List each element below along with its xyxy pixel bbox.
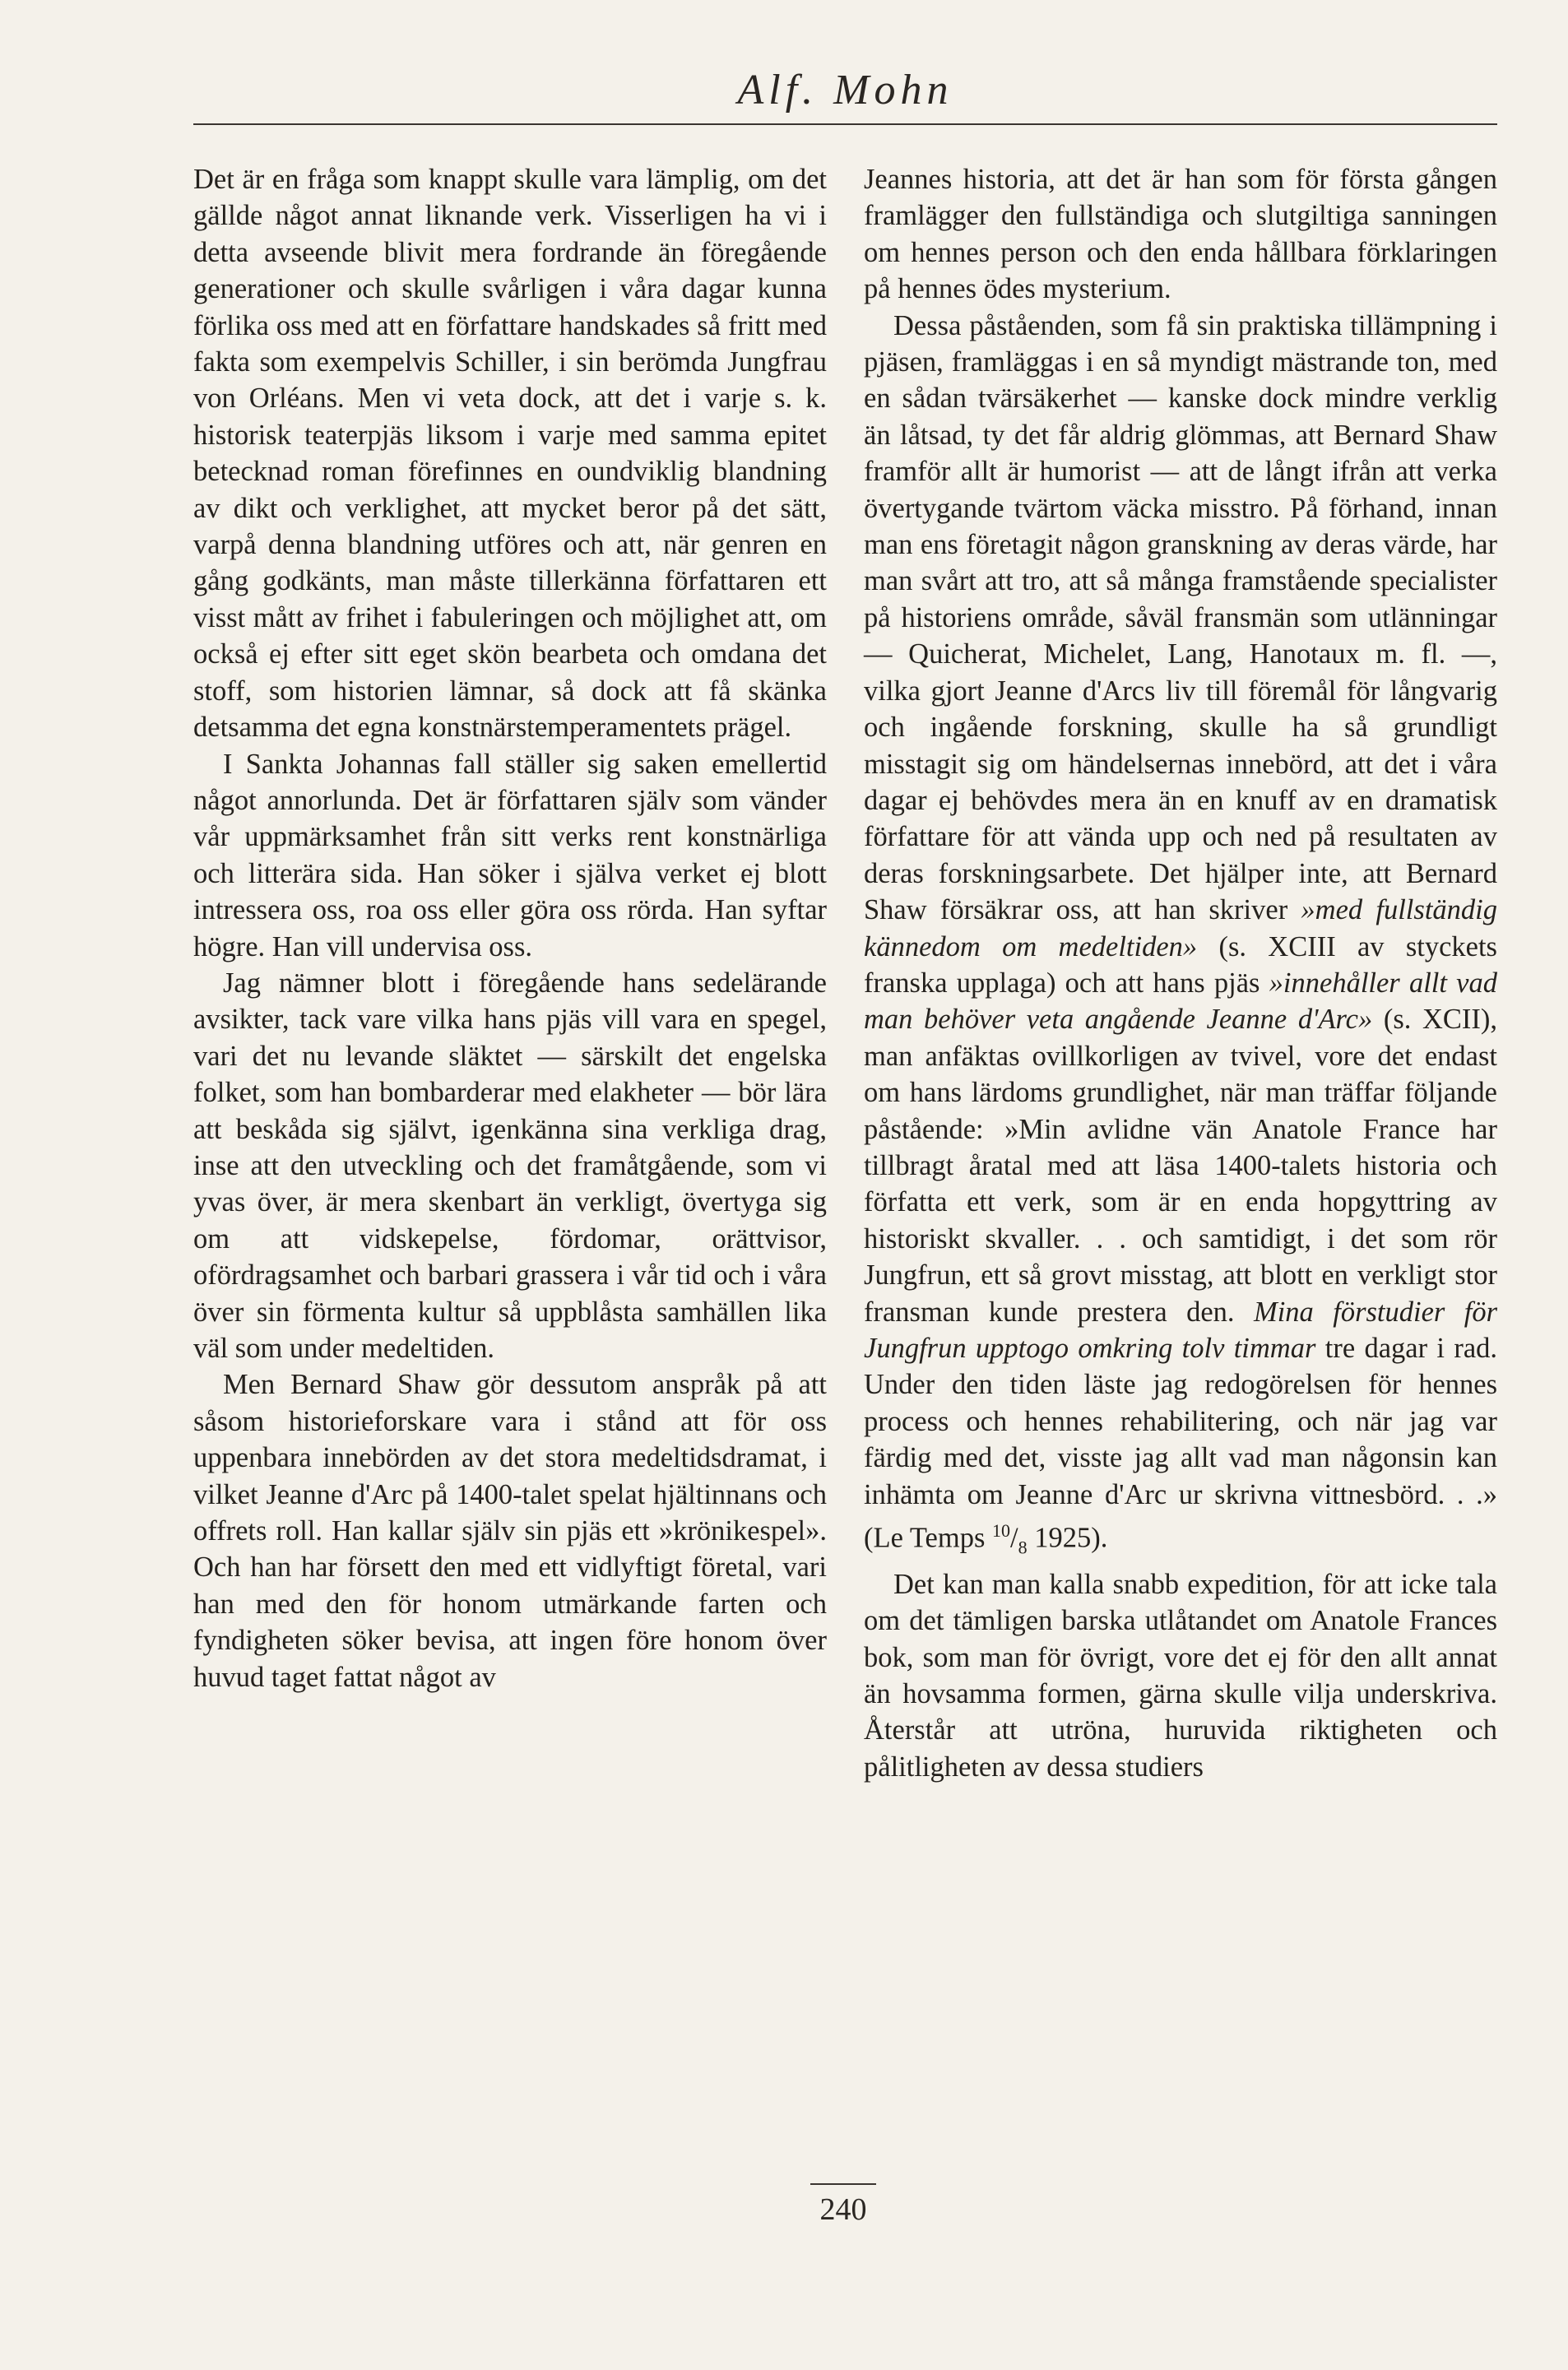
text-run: (s. XCII), man anfäktas ovillkorligen av tvivel, vore det endast om hans lärdoms grundlighet, när man träffar följande påstående: »Min avlidne vän Anatole France har tillbragt åratal med att läsa 1400-talets historia och författa ett verk, som är en enda hopgyttring av historiskt skvaller. . . och samtidigt, i det som rör Jungfrun, ett så grovt misstag, att blott en verkligt stor fransman kunde prestera den. [864, 1004, 1497, 1328]
right-paragraph-1: Jeannes historia, att det är han som för första gången framlägger den fullständiga och slutgiltiga sanningen om hennes person och den enda hållbara förklaringen på hennes ödes mysterium. [864, 164, 1497, 305]
left-paragraph-1: Det är en fråga som knappt skulle vara lämplig, om det gällde något annat liknande verk. Visserligen ha vi i detta avseende blivit mera fordrande än föregående generationer och skulle svårligen i våra dagar kunna förlika oss med att en författare handskades så fritt med fakta som exempelvis Schiller, i sin berömda Jungfrau von Orléans. Men vi veta dock, att det i varje s. k. historisk teaterpjäs liksom i varje med samma epitet betecknad roman förefinnes en oundviklig blandning av dikt och verklighet, att mycket beror på det sätt, varpå denna blandning utföres och att, när genren en gång godkänts, man måste tillerkänna författaren ett visst mått av frihet i fabuleringen och möjlighet att, om också ej efter sitt eget skön bearbeta och omdana det stoff, som historien lämnar, så dock att få skänka detsamma det egna konstnärstemperamentets prägel. [193, 164, 827, 744]
left-paragraph-4: Men Bernard Shaw gör dessutom anspråk på att såsom historieforskare vara i stånd att för oss uppenbara innebörden av det stora medeltidsdramat, i vilket Jeanne d'Arc på 1400-talet spelat hjältinnans och offrets roll. Han kallar själv sin pjäs ett »krönikespel». Och han har försett den med ett vidlyftigt företal, vari han med den för honom utmärkande farten och fyndigheten söker bevisa, att ingen före honom över huvud taget fattat något av [193, 1369, 827, 1693]
italic-quote: »innehåller allt vad man behöver veta angående Jeanne d'Arc» [864, 967, 1497, 1036]
italic-quote: Mina förstudier för Jungfrun upptogo omkring tolv timmar [864, 1296, 1498, 1364]
page-number: 240 [819, 2192, 867, 2227]
date-numerator: 10 [992, 1520, 1010, 1542]
running-head: Alf. Mohn [737, 67, 953, 114]
left-paragraph-3: Jag nämner blott i föregående hans sedelärande avsikter, tack vare vilka hans pjäs vill vara en spegel, vari det nu levande släktet — särskilt det engelska folket, som han bombarderar med elakheter — bör lära att beskåda sig självt, igenkänna sina verkliga drag, inse att den utveckling och det framåtgående, som vi yvas över, är mera skenbart än verkligt, övertyga sig om att vidskepelse, fördomar, orättvisor, ofördragsamhet och barbari grassera i vår tid och i våra över sin förmenta kultur så uppblåsta samhällen lika väl som under medeltiden. [193, 967, 827, 1364]
right-column [864, 161, 1497, 1785]
header-rule [193, 123, 1497, 125]
left-paragraph-2: I Sankta Johannas fall ställer sig saken emellertid något annorlunda. Det är författaren själv som vänder vår uppmärksamhet från sitt verks rent konstnärliga och litterära sida. Han söker i själva verket ej blott intressera oss, roa oss eller göra oss rörda. Han syftar högre. Han vill undervisa oss. [193, 748, 827, 962]
text-run: (s. XCIII av styckets franska upplaga) och att hans pjäs [864, 930, 1497, 999]
text-run: tre dagar i rad. Under den tiden läste jag redogörelsen för hennes process och hennes rehabilitering, och när jag var färdig med det, visste jag allt vad man någonsin kan inhämta om Jeanne d'Arc ur skrivna vittnesbörd. . .» (Le Temps [864, 1333, 1498, 1554]
date-denominator: 8 [1018, 1537, 1028, 1558]
text-run: Dessa påståenden, som få sin praktiska tillämpning i pjäsen, framläggas i en så myndigt mästrande ton, med en sådan tvärsäkerhet — kanske dock mindre verklig än låtsad, ty det får aldrig glömmas, att Bernard Shaw framför allt är humorist — att de långt ifrån att verka övertygande tvärtom väcka misstro. På förhand, innan man ens företagit någon granskning av deras värde, har man svårt att tro, att så många framstående specialister på historiens område, såväl fransmän som utlänningar — Quicherat, Michelet, Lang, Hanotaux m. fl. —, vilka gjort Jeanne d'Arcs liv till föremål för långvarig och ingående forskning, skulle ha så grundligt misstagit sig om händelsernas innebörd, att det i våra dagar ej behövdes mera än en knuff av en dramatisk författare för att vända upp och ned på resultaten av deras forskningsarbete. Det hjälper inte, att Bernard Shaw försäkrar oss, att han skriver [864, 309, 1497, 926]
italic-quote: »med fullständig kännedom om medeltiden» [864, 894, 1497, 962]
right-paragraph-3: Det kan man kalla snabb expedition, för att icke tala om det tämligen barska utlåtandet om Anatole Frances bok, som man för övrigt, vore det ej för den allt annat än hovsamma formen, gärna skulle vilja underskriva. Återstår att utröna, huruvida riktigheten och pålitligheten av dessa studiers [864, 1568, 1497, 1783]
folio-rule [810, 2183, 876, 2185]
left-column [193, 161, 827, 1695]
text-run: 1925). [1027, 1522, 1108, 1554]
right-paragraph-2: Dessa påståenden, som få sin praktiska tillämpning i pjäsen, framläggas i en så myndigt mästrande ton, med en sådan tvärsäkerhet — kanske dock mindre verklig än låtsad, ty det får aldrig glömmas, att Bernard Shaw framför allt är humorist — att de långt ifrån att verka övertygande tvärtom väcka misstro. På förhand, innan man ens företagit någon granskning av deras värde, har man svårt att tro, att så många framstående specialister på historiens område, såväl fransmän som utlänningar — Quicherat, Michelet, Lang, Hanotaux m. fl. —, vilka gjort Jeanne d'Arcs liv till föremål för långvarig och ingående forskning, skulle ha så grundligt misstagit sig om händelsernas innebörd, att det i våra dagar ej behövdes mera än en knuff av en dramatisk författare för att vända upp och ned på resultaten av deras forskningsarbete. Det hjälper inte, att Bernard Shaw försäkrar oss, att han skriver »med fullständig kännedom om medeltiden» (s. XCIII av styckets franska upplaga) och att hans pjäs »innehåller allt vad man behöver veta angående Jeanne d'Arc» (s. XCII), man anfäktas ovillkorligen av tvivel, vore det endast om hans lärdoms grundlighet, när man träffar följande påstående: »Min avlidne vän Anatole France har tillbragt åratal med att läsa 1400-talets historia och författa ett verk, som är en enda hopgyttring av historiskt skvaller. . . och samtidigt, i det som rör Jungfrun, ett så grovt misstag, att blott en verkligt stor fransman kunde prestera den. Mina förstudier för Jungfrun upptogo omkring tolv timmar tre dagar i rad. Under den tiden läste jag redogörelsen för hennes process och hennes rehabilitering, och när jag var färdig med det, visste jag allt vad man någonsin kan inhämta om Jeanne d'Arc ur skrivna vittnesbörd. . .» (Le Temps $^{10}/_8$ 1925). [864, 309, 1498, 1558]
